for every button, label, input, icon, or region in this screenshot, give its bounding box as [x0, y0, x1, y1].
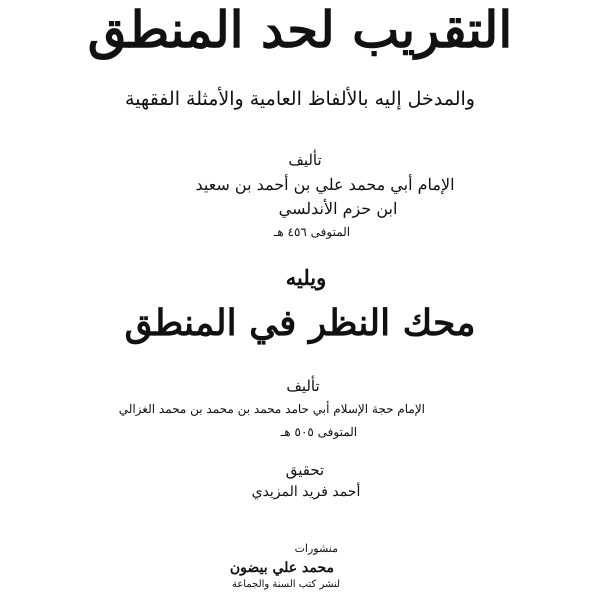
- second-author-name: الإمام حجة الإسلام أبي حامد محمد بن محمد بن محمد الغزالي: [118, 402, 425, 416]
- publisher-note: لنشر كتب السنة والجماعة: [231, 579, 340, 590]
- publications-label: منشورات: [294, 542, 338, 555]
- publisher-name: محمد علي بيضون: [229, 560, 334, 576]
- author-name-line1: الإمام أبي محمد علي بن أحمد بن سعيد: [195, 175, 455, 194]
- book-title: التقريب لحد المنطق: [87, 0, 513, 59]
- authorship-label: تأليف: [288, 151, 322, 169]
- followed-by-label: ويليه: [285, 265, 327, 290]
- second-author-death-date: المتوفى ٥٠٥ هـ: [280, 425, 358, 439]
- book-subtitle: والمدخل إليه بالألفاظ العامية والأمثلة الفقهية: [125, 88, 475, 110]
- authorship-label-2: تأليف: [286, 377, 320, 395]
- editing-label: تحقيق: [285, 461, 325, 479]
- author-death-date: المتوفى ٤٥٦ هـ: [273, 225, 351, 239]
- editor-name: أحمد فريد المزيدي: [251, 484, 361, 500]
- author-name-line2: ابن حزم الأندلسي: [278, 199, 398, 218]
- second-book-title: محك النظر في المنطق: [124, 302, 476, 344]
